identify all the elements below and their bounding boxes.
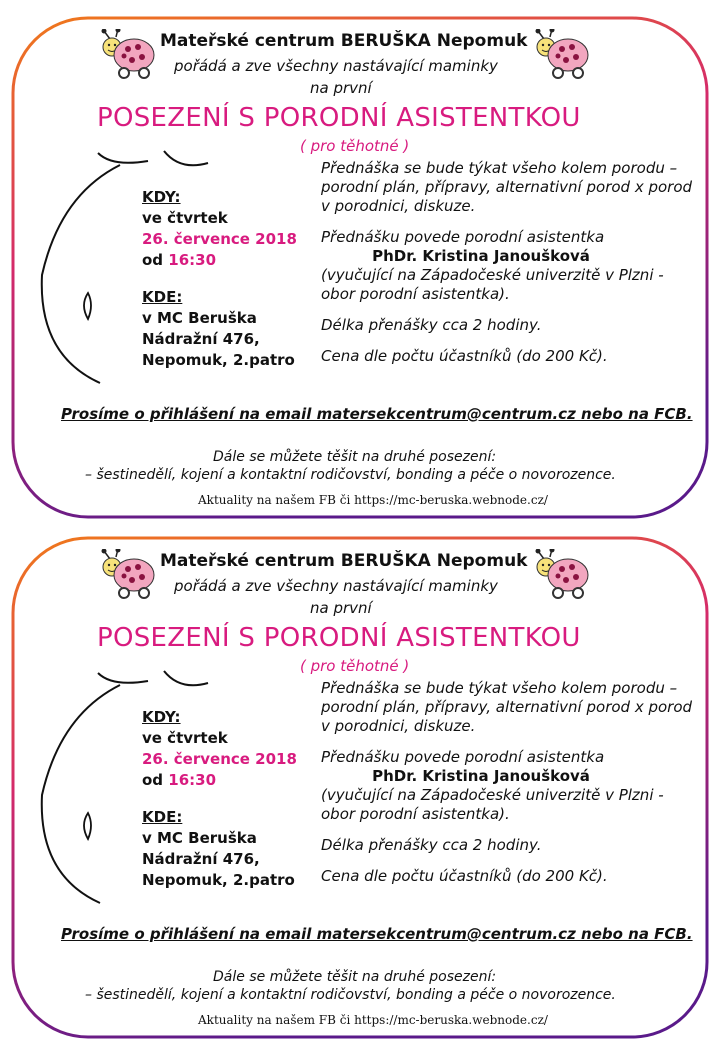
audience-note: ( pro těhotné ): [300, 137, 410, 155]
where-line: Nepomuk, 2.patro: [142, 871, 295, 889]
news-link[interactable]: Aktuality na našem FB či https://mc-beruska.webnode.cz/: [198, 1013, 548, 1027]
duration-paragraph: Délka přenášky cca 2 hodiny.: [321, 836, 542, 854]
organizer-heading: Mateřské centrum BERUŠKA Nepomuk: [160, 31, 528, 51]
event-title: POSEZENÍ S PORODNÍ ASISTENTKOU: [97, 623, 581, 653]
event-title: POSEZENÍ S PORODNÍ ASISTENTKOU: [97, 103, 581, 133]
when-label: KDY:: [142, 188, 181, 206]
when-where-block: [142, 187, 297, 371]
where-line: Nádražní 476,: [142, 850, 260, 868]
next-session-heading: Dále se můžete těšit na druhé posezení:: [213, 449, 497, 465]
when-date: 26. července 2018: [142, 750, 297, 768]
where-line: Nepomuk, 2.patro: [142, 351, 295, 369]
topic-paragraph: Přednáška se bude týkat všeho kolem porodu – porodní plán, přípravy, alternativní porod x porod v porodnici, diskuze.: [321, 159, 693, 215]
next-session-topics: – šestinedělí, kojení a kontaktní rodičovství, bonding a péče o novorozence.: [85, 987, 616, 1003]
event-description: [321, 679, 701, 898]
when-day: ve čtvrtek: [142, 209, 228, 227]
invitation-line-2: na první: [310, 79, 372, 97]
when-label: KDY:: [142, 708, 181, 726]
when-time: od 16:30: [142, 771, 217, 789]
where-line: Nádražní 476,: [142, 330, 260, 348]
invitation-line-2: na první: [310, 599, 372, 617]
price-paragraph: Cena dle počtu účastníků (do 200 Kč).: [321, 867, 608, 885]
ladybug-icon: [98, 549, 158, 601]
where-label: KDE:: [142, 808, 183, 826]
where-label: KDE:: [142, 288, 183, 306]
when-date: 26. července 2018: [142, 230, 297, 248]
when-time: od 16:30: [142, 251, 217, 269]
next-session-topics: – šestinedělí, kojení a kontaktní rodičovství, bonding a péče o novorozence.: [85, 467, 616, 483]
event-description: [321, 159, 701, 378]
invitation-line: pořádá a zve všechny nastávající maminky: [174, 57, 498, 75]
lecturer-paragraph: Přednášku povede porodní asistentka PhDr. Kristina Janoušková (vyučující na Západočeské univerzitě v Plzni - obor porodní asistentka).: [321, 228, 664, 303]
audience-note: ( pro těhotné ): [300, 657, 410, 675]
lecturer-paragraph: Přednášku povede porodní asistentka PhDr. Kristina Janoušková (vyučující na Západočeské univerzitě v Plzni - obor porodní asistentka).: [321, 748, 664, 823]
ladybug-icon: [532, 29, 592, 81]
flyer-card: [10, 535, 710, 1040]
topic-paragraph: Přednáška se bude týkat všeho kolem porodu – porodní plán, přípravy, alternativní porod x porod v porodnici, diskuze.: [321, 679, 693, 735]
duration-paragraph: Délka přenášky cca 2 hodiny.: [321, 316, 542, 334]
ladybug-icon: [98, 29, 158, 81]
flyer-card: [10, 15, 710, 520]
organizer-heading: Mateřské centrum BERUŠKA Nepomuk: [160, 551, 528, 571]
lecturer-name: PhDr. Kristina Janoušková: [372, 767, 590, 785]
next-session-heading: Dále se můžete těšit na druhé posezení:: [213, 969, 497, 985]
where-line: v MC Beruška: [142, 829, 257, 847]
when-where-block: [142, 707, 297, 891]
when-day: ve čtvrtek: [142, 729, 228, 747]
registration-note: Prosíme o přihlášení na email matersekcentrum@centrum.cz nebo na FCB.: [61, 405, 693, 423]
registration-note: Prosíme o přihlášení na email matersekcentrum@centrum.cz nebo na FCB.: [61, 925, 693, 943]
price-paragraph: Cena dle počtu účastníků (do 200 Kč).: [321, 347, 608, 365]
invitation-line: pořádá a zve všechny nastávající maminky: [174, 577, 498, 595]
news-link[interactable]: Aktuality na našem FB či https://mc-beruska.webnode.cz/: [198, 493, 548, 507]
lecturer-name: PhDr. Kristina Janoušková: [372, 247, 590, 265]
where-line: v MC Beruška: [142, 309, 257, 327]
ladybug-icon: [532, 549, 592, 601]
